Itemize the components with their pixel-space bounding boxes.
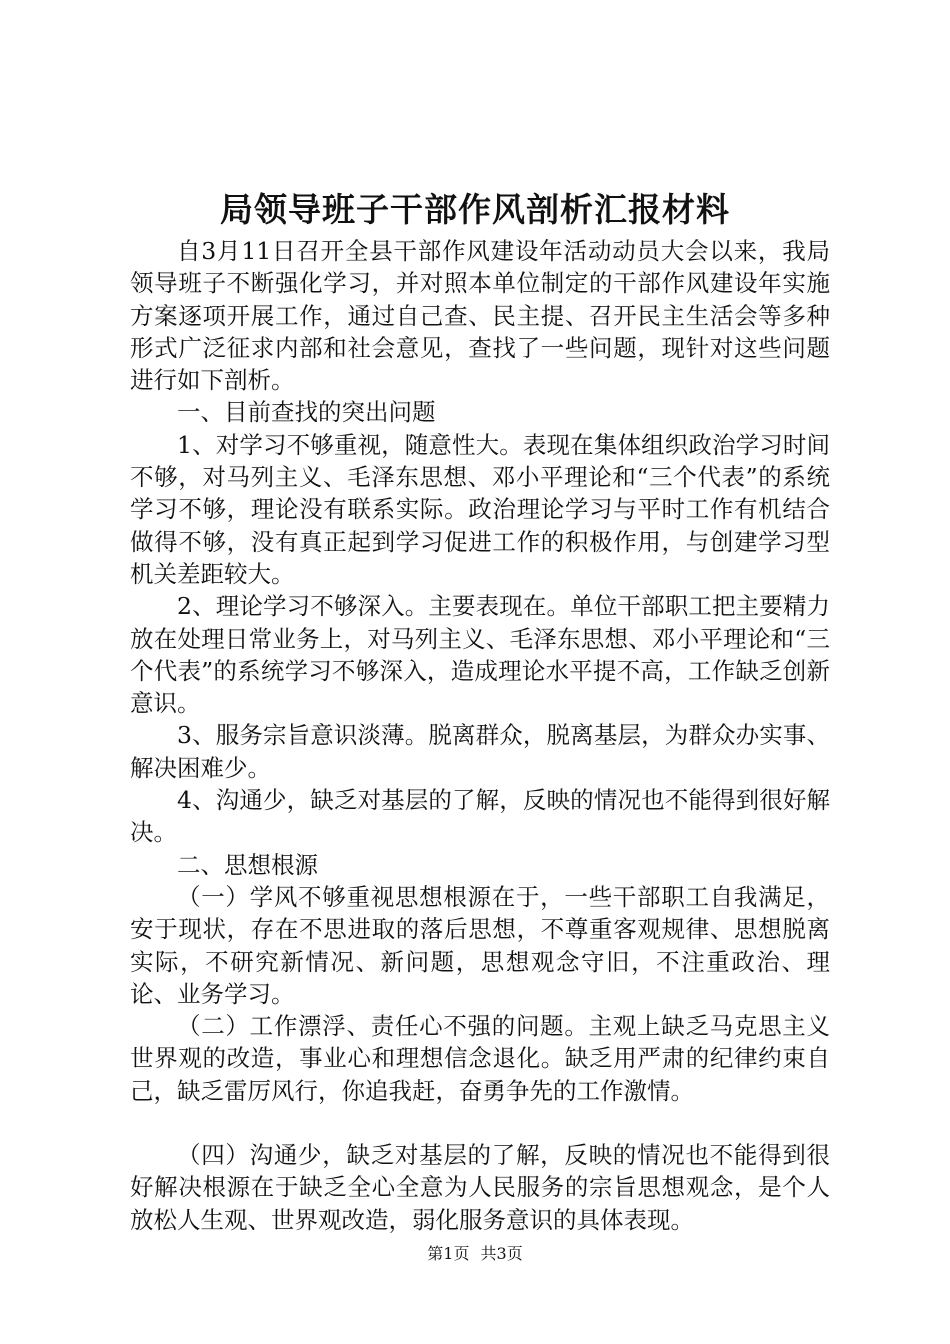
root-cause-paragraph-4: （四）沟通少，缺乏对基层的了解，反映的情况也不能得到很好解决根源在于缺乏全心全意为人民服务的宗旨思想观念，是个人放松人生观、世界观改造，弱化服务意识的具体表现。 <box>130 1141 830 1234</box>
section-heading-2: 二、思想根源 <box>177 850 318 879</box>
page-total: 共3页 <box>480 1244 523 1263</box>
issue-paragraph-4: 4、沟通少，缺乏对基层的了解，反映的情况也不能得到很好解决。 <box>130 786 830 847</box>
document-title: 局领导班子干部作风剖析汇报材料 <box>220 190 730 229</box>
page-number: 第1页 <box>427 1244 470 1263</box>
intro-paragraph: 自3月11日召开全县干部作风建设年活动动员大会以来，我局领导班子不断强化学习，并对照本单位制定的干部作风建设年实施方案逐项开展工作，通过自己查、民主提、召开民主生活会等多种形式广泛征求内部和社会意见，查找了一些问题，现针对这些问题进行如下剖析。 <box>130 237 830 395</box>
document-body <box>130 235 830 1236</box>
issue-paragraph-1: 1、对学习不够重视，随意性大。表现在集体组织政治学习时间不够，对马列主义、毛泽东思想、邓小平理论和“三个代表”的系统学习不够，理论没有联系实际。政治理论学习与平时工作有机结合做得不够，没有真正起到学习促进工作的积极作用，与创建学习型机关差距较大。 <box>130 430 830 588</box>
page-footer <box>0 1243 950 1265</box>
issue-paragraph-2: 2、理论学习不够深入。主要表现在。单位干部职工把主要精力放在处理日常业务上，对马列主义、毛泽东思想、邓小平理论和“三个代表”的系统学习不够深入，造成理论水平提不高，工作缺乏创新意识。 <box>130 592 830 718</box>
root-cause-paragraph-2: （二）工作漂浮、责任心不强的问题。主观上缺乏马克思主义世界观的改造，事业心和理想信念退化。缺乏用严肃的纪律约束自己，缺乏雷厉风行，你追我赶，奋勇争先的工作激情。 <box>130 1012 830 1105</box>
root-cause-paragraph-1: （一）学风不够重视思想根源在于，一些干部职工自我满足，安于现状，存在不思进取的落后思想，不尊重客观规律、思想脱离实际，不研究新情况、新问题，思想观念守旧，不注重政治、理论、业务学习。 <box>130 882 830 1008</box>
section-heading-1: 一、目前查找的突出问题 <box>177 398 436 427</box>
issue-paragraph-3: 3、服务宗旨意识淡薄。脱离群众，脱离基层，为群众办实事、解决困难少。 <box>130 721 830 782</box>
